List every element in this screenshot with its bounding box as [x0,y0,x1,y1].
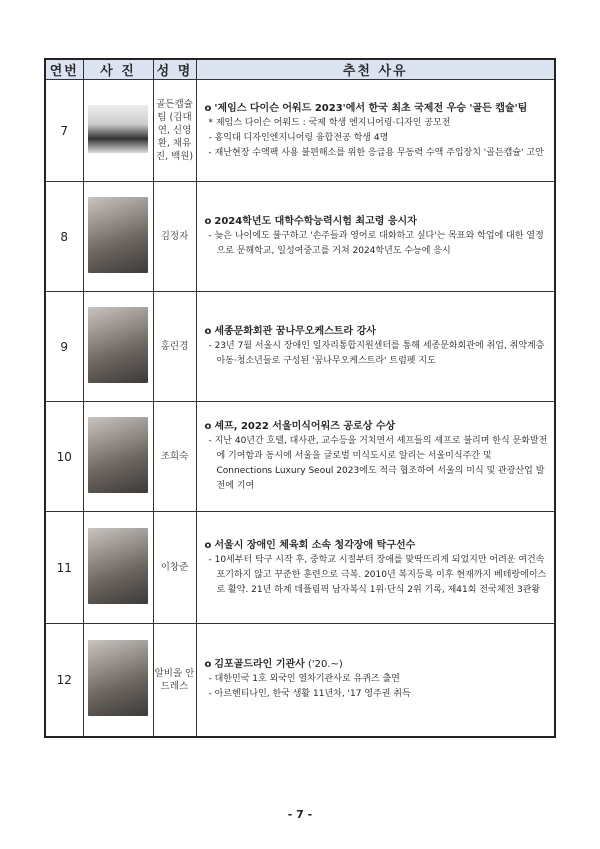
row-number: 12 [45,624,83,737]
row-number: 7 [45,80,83,182]
person-photo [88,197,148,273]
reason-title [205,657,549,672]
reason-title [205,419,549,434]
reason-cell [196,80,555,182]
table-row [45,512,555,624]
table-row [45,292,555,402]
row-number: 11 [45,512,83,624]
photo-cell [83,512,153,624]
reason-title-text: 셰프, 2022 서울미식어워즈 공로상 수상 [214,421,396,432]
reason-title-text: '제임스 다이슨 어워드 2023'에서 한국 최초 국제전 우승 '골든 캡슐'팀 [214,102,528,114]
reason-cell [196,182,555,292]
reason-line: - 지난 40년간 호텔, 대사관, 교수등을 거치면서 셰프들의 셰프로 불리며 한식 문화발전에 기여함과 동시에 서울을 글로벌 미식도시로 알리는 서울미식주간 및 Connections Luxury Seoul 2023에도 적극 협조하여 서울의 미식 및 관광산업 발전에 기여 [208,436,548,491]
reason-title [205,214,549,229]
photo-cell [83,624,153,737]
bullet: o [204,659,212,671]
reason-line: - 대한민국 1호 외국인 열차기관사로 유퀴즈 출연 [208,674,400,685]
bullet: o [204,102,212,114]
person-photo [88,528,148,604]
table-row [45,80,555,182]
bullet: o [204,421,212,432]
reason-line: * 제임스 다이슨 어워드 : 국제 학생 엔지니어링·디자인 공모전 [208,117,451,128]
row-number: 9 [45,292,83,402]
person-photo [88,640,148,716]
reason-title-text: 2024학년도 대학수학능력시험 최고령 응시자 [214,216,417,227]
table-row [45,624,555,737]
photo-cell [83,402,153,512]
person-name: 알비올 안드레스 [153,624,196,737]
table-header-row [45,59,555,80]
reason-line: - 10세부터 탁구 시작 후, 중학교 시절부터 장애를 맞딱뜨리게 되었지만 어려운 여건속 포기하지 않고 꾸준한 훈련으로 극복. 2010년 복지등록 이후 현재까지 베테랑에이스로 활약. 21년 하계 데플림픽 남자복식 1위·단식 2위 기록, 제41회 전국체전 3관왕 [208,554,547,595]
reason-cell [196,402,555,512]
photo-cell [83,182,153,292]
header-reason: 추천 사유 [196,59,555,80]
reason-line: - 재난현장 수액팩 사용 불편해소를 위한 응급용 무동력 수액 주입장치 '골든캡슐' 고안 [208,147,544,158]
reason-title-text: 세종문화회관 꿈나무오케스트라 강사 [214,326,376,337]
photo-cell [83,80,153,182]
reason-title-tail: ('20.~) [304,659,343,671]
reason-cell [196,292,555,402]
person-name: 홍린경 [153,292,196,402]
person-photo [88,417,148,493]
person-name: 조희숙 [153,402,196,512]
header-name: 성 명 [153,59,196,80]
person-name: 골든캡슐팀 (김대연, 신영환, 채유진, 백원) [153,80,196,182]
row-number: 8 [45,182,83,292]
reason-line: - 늦은 나이에도 불구하고 '손주들과 영어로 대화하고 싶다'는 목표와 학업에 대한 열정으로 문해학교, 일성여중고를 거쳐 2024학년도 수능에 응시 [208,231,544,256]
bullet: o [204,539,212,551]
reason-title [205,538,549,553]
reason-title-text: 서울시 장애인 체육회 소속 청각장애 탁구선수 [214,539,416,551]
reason-title [205,324,549,339]
person-photo [88,105,148,153]
table-row [45,402,555,512]
reason-cell [196,624,555,737]
photo-cell [83,292,153,402]
row-number: 10 [45,402,83,512]
recommendation-table [44,58,556,738]
reason-line: - 아르헨티나인, 한국 생활 11년차, '17 영주권 취득 [208,689,411,700]
page-number: - 7 - [287,808,313,821]
header-photo: 사 진 [83,59,153,80]
table-row [45,182,555,292]
person-name: 김정자 [153,182,196,292]
reason-line: - 23년 7월 서울시 장애인 일자리통합지원센터를 통해 세종문화회관에 취업, 취약계층 아동·청소년들로 구성된 '꿈나무오케스트라' 트럼펫 지도 [208,341,545,366]
person-photo [88,307,148,383]
person-name: 이창준 [153,512,196,624]
header-no: 연번 [45,59,83,80]
reason-line: - 홍익대 디자인엔지니어링 융합전공 학생 4명 [208,132,389,143]
reason-cell [196,512,555,624]
reason-title [205,101,549,116]
bullet: o [204,216,212,227]
reason-title-text: 김포골드라인 기관사 [214,659,305,671]
bullet: o [204,326,212,337]
